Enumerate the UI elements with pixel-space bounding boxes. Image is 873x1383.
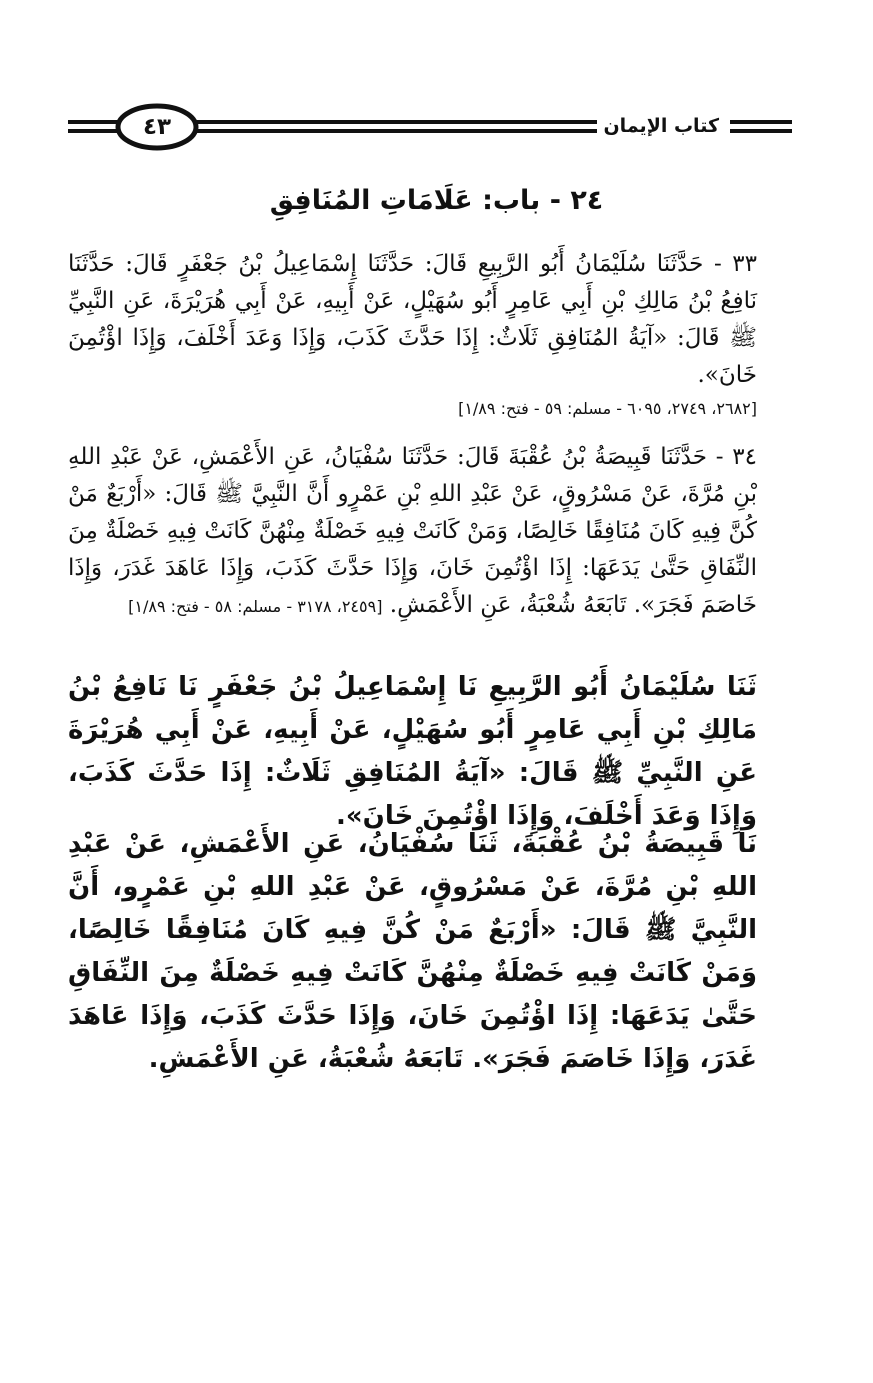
riwaya-1-text: ثَنَا سُلَيْمَانُ أَبُو الرَّبِيعِ نَا إِسْمَاعِيلُ بْنُ جَعْفَرٍ نَا نَافِعُ بْنُ مَالِكِ بْنِ أَبِي عَامِرٍ أَبُو سُهَيْلٍ، عَنْ أَبِيهِ، عَنْ أَبِي هُرَيْرَةَ عَنِ النَّبِيِّ ﷺ قَالَ: «آيَةُ المُنَافِقِ ثَلَاثٌ: إِذَا حَدَّثَ كَذَبَ، وَإِذَا وَعَدَ أَخْلَفَ، وَإِذَا اؤْتُمِنَ خَانَ». (68, 672, 757, 831)
chapter-heading: ٢٤ - باب: عَلَامَاتِ المُنَافِقِ (269, 185, 604, 216)
hadith-33 (68, 246, 811, 424)
page-number: ٤٣ (142, 114, 172, 140)
riwaya-1 (68, 666, 811, 838)
running-header (68, 98, 793, 158)
riwaya-2-text: نَا قَبِيصَةُ بْنُ عُقْبَةَ، ثَنَا سُفْيَانُ، عَنِ الأَعْمَشِ، عَنْ عَبْدِ اللهِ بْنِ مُرَّةَ، عَنْ مَسْرُوقٍ، عَنْ عَبْدِ اللهِ بْنِ عَمْرٍو، أَنَّ النَّبِيَّ ﷺ قَالَ: «أَرْبَعٌ مَنْ كُنَّ فِيهِ كَانَ مُنَافِقًا خَالِصًا، وَمَنْ كَانَتْ فِيهِ خَصْلَةٌ مِنْهُنَّ كَانَتْ فِيهِ خَصْلَةٌ مِنَ النِّفَاقِ حَتَّىٰ يَدَعَهَا: إِذَا اؤْتُمِنَ خَانَ، وَإِذَا حَدَّثَ كَذَبَ، وَإِذَا عَاهَدَ غَدَرَ، وَإِذَا خَاصَمَ فَجَرَ». تَابَعَهُ شُعْبَةُ، عَنِ الأَعْمَشِ. (68, 829, 757, 1074)
hadith-34-reference: [٢٤٥٩، ٣١٧٨ - مسلم: ٥٨ - فتح: ١/٨٩] (128, 597, 383, 616)
riwaya-2 (68, 823, 811, 1081)
hadith-34-text: ٣٤ - حَدَّثَنَا قَبِيصَةُ بْنُ عُقْبَةَ قَالَ: حَدَّثَنَا سُفْيَانُ، عَنِ الأَعْمَشِ، عَنْ عَبْدِ اللهِ بْنِ مُرَّةَ، عَنْ مَسْرُوقٍ، عَنْ عَبْدِ اللهِ بْنِ عَمْرٍو أَنَّ النَّبِيَّ ﷺ قَالَ: «أَرْبَعٌ مَنْ كُنَّ فِيهِ كَانَ مُنَافِقًا خَالِصًا، وَمَنْ كَانَتْ فِيهِ خَصْلَةٌ مِنْهُنَّ كَانَتْ فِيهِ خَصْلَةٌ مِنَ النِّفَاقِ حَتَّىٰ يَدَعَهَا: إِذَا اؤْتُمِنَ خَانَ، وَإِذَا حَدَّثَ كَذَبَ، وَإِذَا عَاهَدَ غَدَرَ، وَإِذَا خَاصَمَ فَجَرَ». تَابَعَهُ شُعْبَةُ، عَنِ الأَعْمَشِ. (68, 444, 757, 618)
hadith-34 (68, 439, 811, 625)
hadith-33-text: ٣٣ - حَدَّثَنَا سُلَيْمَانُ أَبُو الرَّبِيعِ قَالَ: حَدَّثَنَا إِسْمَاعِيلُ بْنُ جَعْفَرٍ قَالَ: حَدَّثَنَا نَافِعُ بْنُ مَالِكِ بْنِ أَبِي عَامِرٍ أَبُو سُهَيْلٍ، عَنْ أَبِيهِ، عَنْ أَبِي هُرَيْرَةَ، عَنِ النَّبِيِّ ﷺ قَالَ: «آيَةُ المُنَافِقِ ثَلَاثٌ: إِذَا حَدَّثَ كَذَبَ، وَإِذَا وَعَدَ أَخْلَفَ، وَإِذَا اؤْتُمِنَ خَانَ». (68, 251, 757, 388)
running-header-title: كتاب الإيمان (597, 115, 725, 138)
hadith-33-reference: [٢٦٨٢، ٢٧٤٩، ٦٠٩٥ - مسلم: ٥٩ - فتح: ١/٨٩] (458, 399, 757, 418)
